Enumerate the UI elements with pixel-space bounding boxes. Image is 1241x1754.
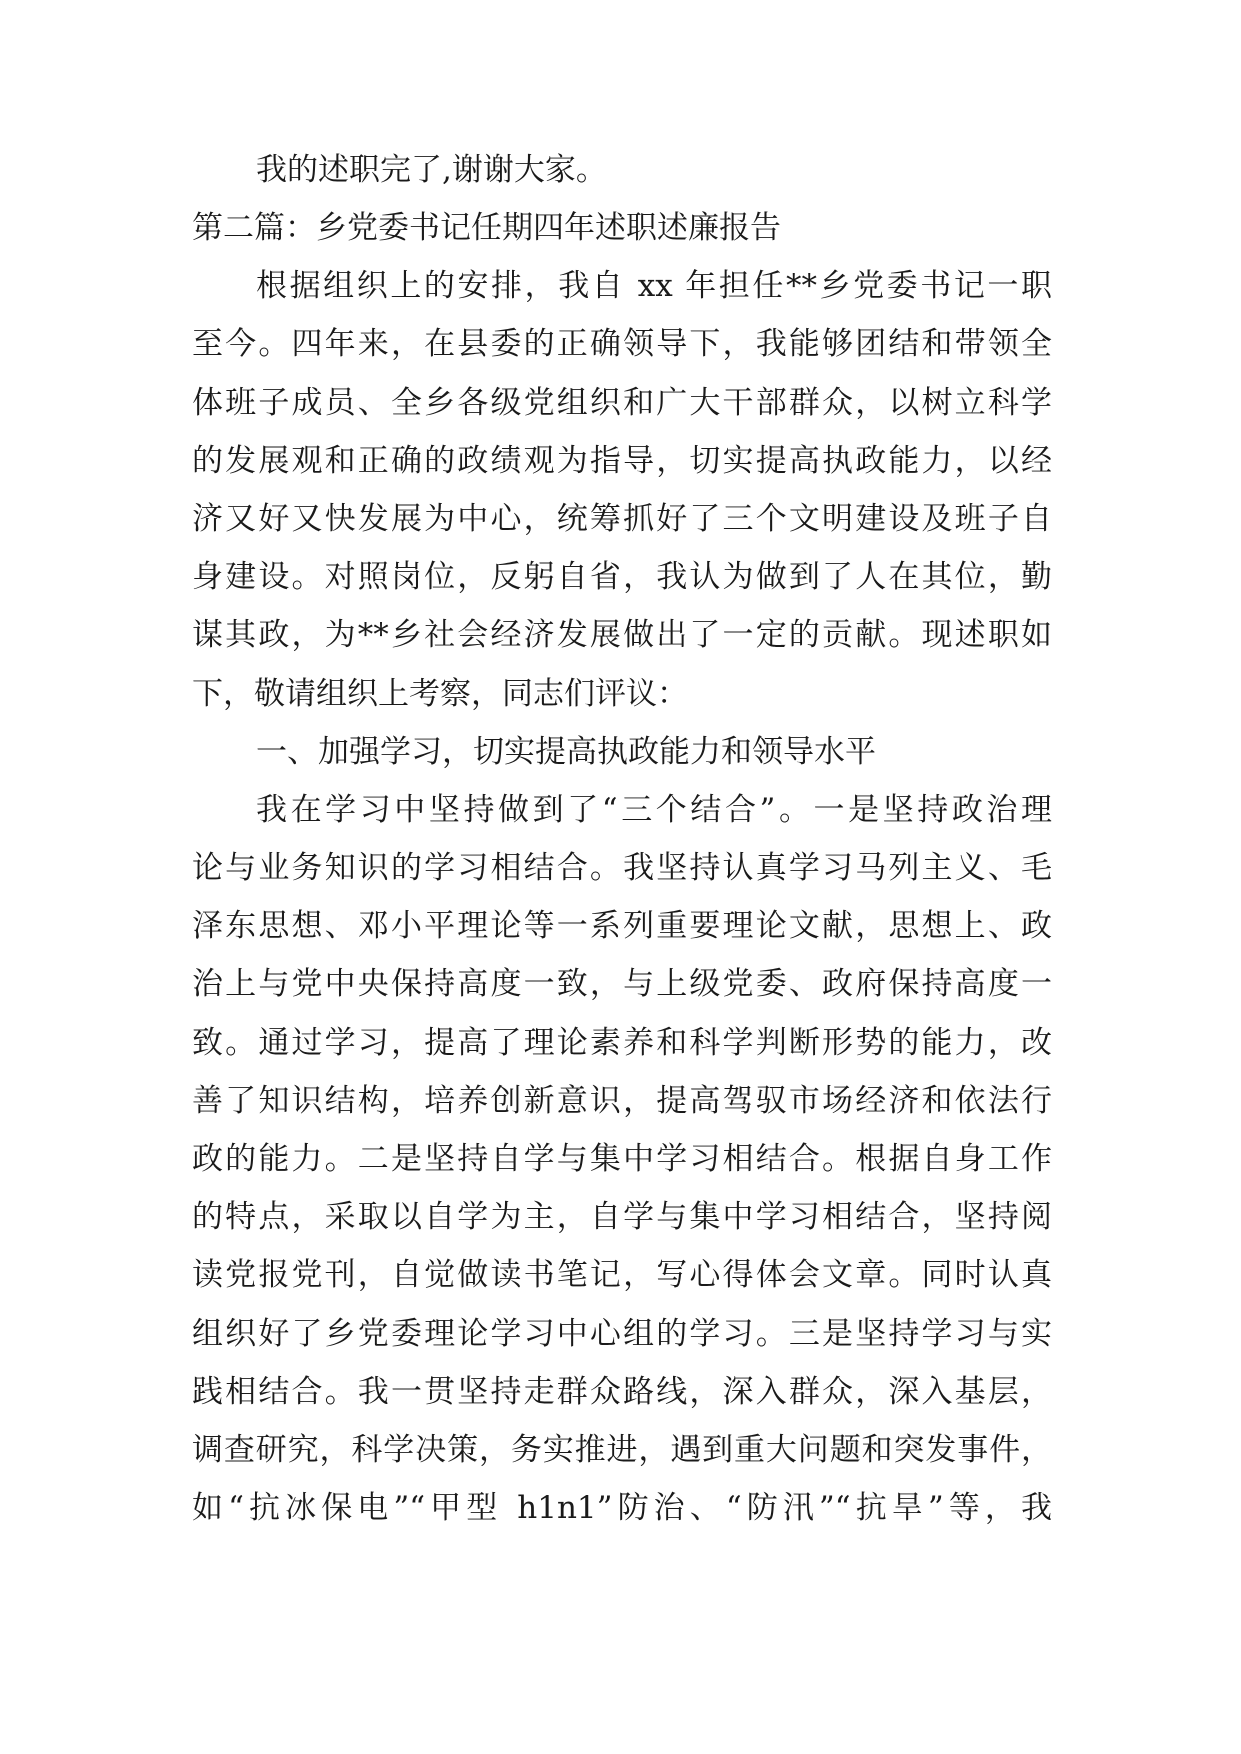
paragraph-line: 身建设。对照岗位，反躬自省，我认为做到了人在其位，勤 [192,559,1052,595]
paragraph-line: 善了知识结构，培养创新意识，提高驾驭市场经济和依法行 [192,1083,1052,1119]
paragraph-line: 济又好又快发展为中心，统筹抓好了三个文明建设及班子自 [192,501,1052,537]
paragraph-line: 论与业务知识的学习相结合。我坚持认真学习马列主义、毛 [192,850,1052,886]
paragraph-line: 谋其政，为**乡社会经济发展做出了一定的贡献。现述职如 [192,617,1052,653]
closing-line: 我的述职完了,谢谢大家。 [256,152,607,188]
paragraph-line: 组织好了乡党委理论学习中心组的学习。三是坚持学习与实 [192,1316,1052,1352]
paragraph-line: 读党报党刊，自觉做读书笔记，写心得体会文章。同时认真 [192,1257,1052,1293]
paragraph-line: 调查研究，科学决策，务实推进，遇到重大问题和突发事件， [192,1432,1052,1468]
paragraph-line: 治上与党中央保持高度一致，与上级党委、政府保持高度一 [192,966,1052,1002]
paragraph-line: 的发展观和正确的政绩观为指导，切实提高执政能力，以经 [192,443,1052,479]
paragraph-line: 致。通过学习，提高了理论素养和科学判断形势的能力，改 [192,1025,1052,1061]
paragraph-line: 践相结合。我一贯坚持走群众路线，深入群众，深入基层， [192,1374,1052,1410]
paragraph-line: 泽东思想、邓小平理论等一系列重要理论文献，思想上、政 [192,908,1052,944]
section-heading: 一、加强学习，切实提高执政能力和领导水平 [256,734,876,770]
section-title: 第二篇：乡党委书记任期四年述职述廉报告 [192,210,781,246]
paragraph-line: 下，敬请组织上考察，同志们评议： [192,676,688,712]
paragraph-line: 至今。四年来，在县委的正确领导下，我能够团结和带领全 [192,326,1052,362]
paragraph-line: 政的能力。二是坚持自学与集中学习相结合。根据自身工作 [192,1141,1052,1177]
paragraph-line: 我在学习中坚持做到了“三个结合”。一是坚持政治理 [256,792,1052,828]
paragraph-line: 的特点，采取以自学为主，自学与集中学习相结合，坚持阅 [192,1199,1052,1235]
paragraph-line: 体班子成员、全乡各级党组织和广大干部群众，以树立科学 [192,385,1052,421]
paragraph-line: 如“抗冰保电”“甲型 h1n1”防治、“防汛”“抗旱”等，我 [192,1490,1052,1526]
paragraph-line: 根据组织上的安排，我自 xx 年担任**乡党委书记一职 [256,268,1052,304]
